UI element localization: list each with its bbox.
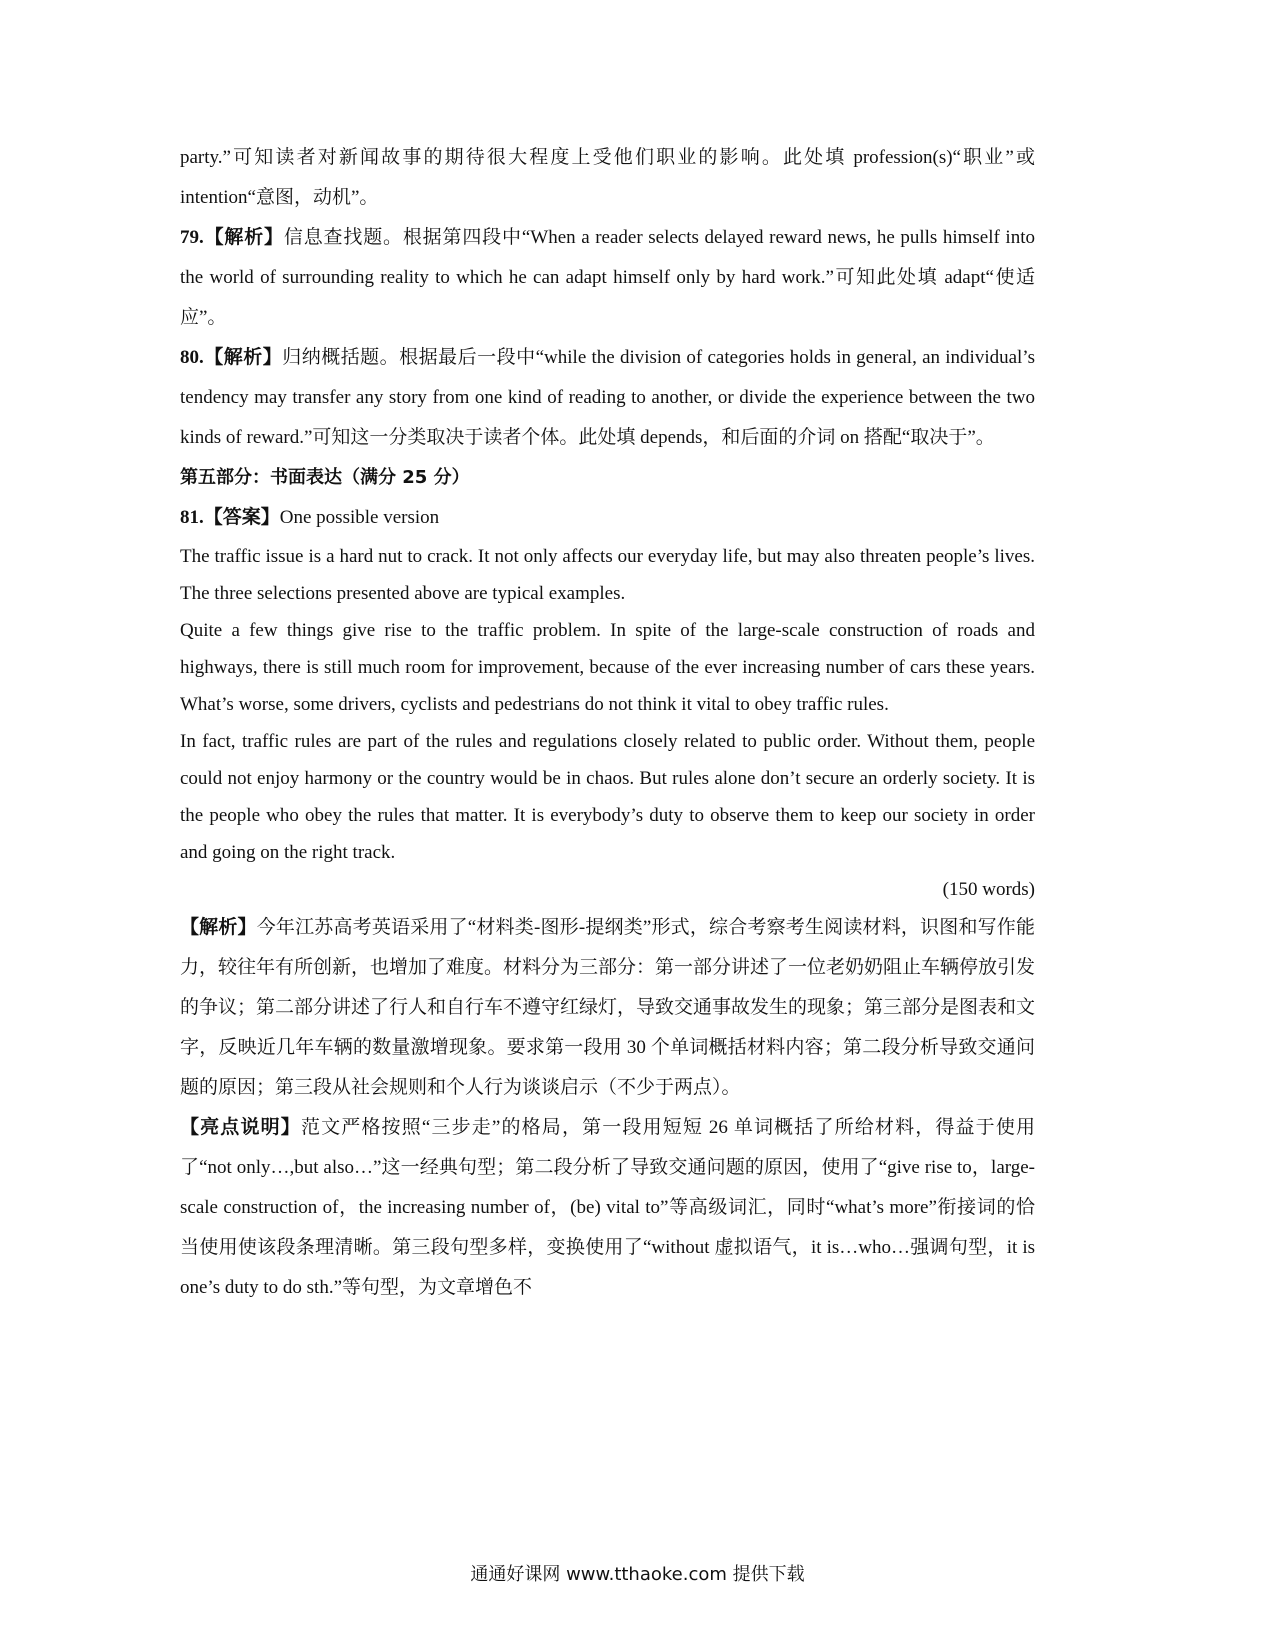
answer-81 bbox=[180, 498, 1035, 538]
essay-paragraph-3: In fact, traffic rules are part of the rules and regulations closely related to public order. Without them, people could not enjoy harmony or the country would be in chaos. But rules alone don’t secure an orderly society. It is the people who obey the rules that matter. It is everybody’s duty to observe them to keep our society in order and going on the right track. bbox=[180, 731, 1035, 863]
paragraph-78-continued bbox=[180, 138, 1035, 218]
analysis-text: 今年江苏高考英语采用了“材料类-图形-提纲类”形式，综合考察考生阅读材料，识图和写作能力，较往年有所创新，也增加了难度。材料分为三部分：第一部分讲述了一位老奶奶阻止车辆停放引发的争议；第二部分讲述了行人和自行车不遵守红绿灯，导致交通事故发生的现象；第三部分是图表和文字，反映近几年车辆的数量激增现象。要求第一段用 30 个单词概括材料内容；第二段分析导致交通问题的原因；第三段从社会规则和个人行为谈谈启示（不少于两点）。 bbox=[180, 917, 1036, 1098]
question-81-label: 81.【答案】 bbox=[180, 507, 280, 528]
question-80-label: 80.【解析】 bbox=[180, 347, 283, 368]
section-heading: 第五部分：书面表达（满分 25 分） bbox=[180, 467, 470, 488]
paragraph-text: 归纳概括题。根据最后一段中“while the division of categories holds in general, an individual’s tendency may transfer any story from one kind of reading to another, or divide the experience between the two kinds of reward.”可知这一分类取决于读者个体。此处填 depends，和后面的介词 on 搭配“取决于”。 bbox=[180, 347, 1035, 448]
highlights-text: 范文严格按照“三步走”的格局，第一段用短短 26 单词概括了所给材料，得益于使用了“not only…,but also…”这一经典句型；第二段分析了导致交通问题的原因，使用了“give rise to，large-scale construction of，the increasing number of，(be) vital to”等高级词汇，同时“what’s more”衔接词的恰当使用使该段条理清晰。第三段句型多样，变换使用了“without 虚拟语气，it is…who…强调句型，it is one’s duty to do sth.”等句型，为文章增色不 bbox=[180, 1117, 1035, 1298]
analysis-paragraph bbox=[180, 908, 1035, 1108]
page-footer: 通通好课网 www.tthaoke.com 提供下载 bbox=[470, 1564, 805, 1585]
analysis-label: 【解析】 bbox=[180, 917, 257, 938]
question-79-label: 79.【解析】 bbox=[180, 227, 284, 248]
paragraph-text: party.”可知读者对新闻故事的期待很大程度上受他们职业的影响。此处填 profession(s)“职业”或 intention“意图，动机”。 bbox=[180, 147, 1035, 208]
paragraph-79 bbox=[180, 218, 1035, 338]
highlights-paragraph bbox=[180, 1108, 1035, 1308]
word-count: (150 words) bbox=[942, 879, 1035, 900]
document-body bbox=[180, 138, 1035, 1308]
essay-paragraph-1: The traffic issue is a hard nut to crack. It not only affects our everyday life, but may also threaten people’s lives. The three selections presented above are typical examples. bbox=[180, 546, 1035, 604]
essay-paragraph-2: Quite a few things give rise to the traffic problem. In spite of the large-scale construction of roads and highways, there is still much room for improvement, because of the ever increasing number of cars these years. What’s worse, some drivers, cyclists and pedestrians do not think it vital to obey traffic rules. bbox=[180, 620, 1035, 715]
answer-text: One possible version bbox=[279, 507, 440, 528]
highlights-label: 【亮点说明】 bbox=[180, 1117, 301, 1138]
paragraph-80 bbox=[180, 338, 1035, 458]
paragraph-text: 信息查找题。根据第四段中“When a reader selects delayed reward news, he pulls himself into the world of surrounding reality to which he can adapt himself only by hard work.”可知此处填 adapt“使适应”。 bbox=[180, 227, 1035, 328]
